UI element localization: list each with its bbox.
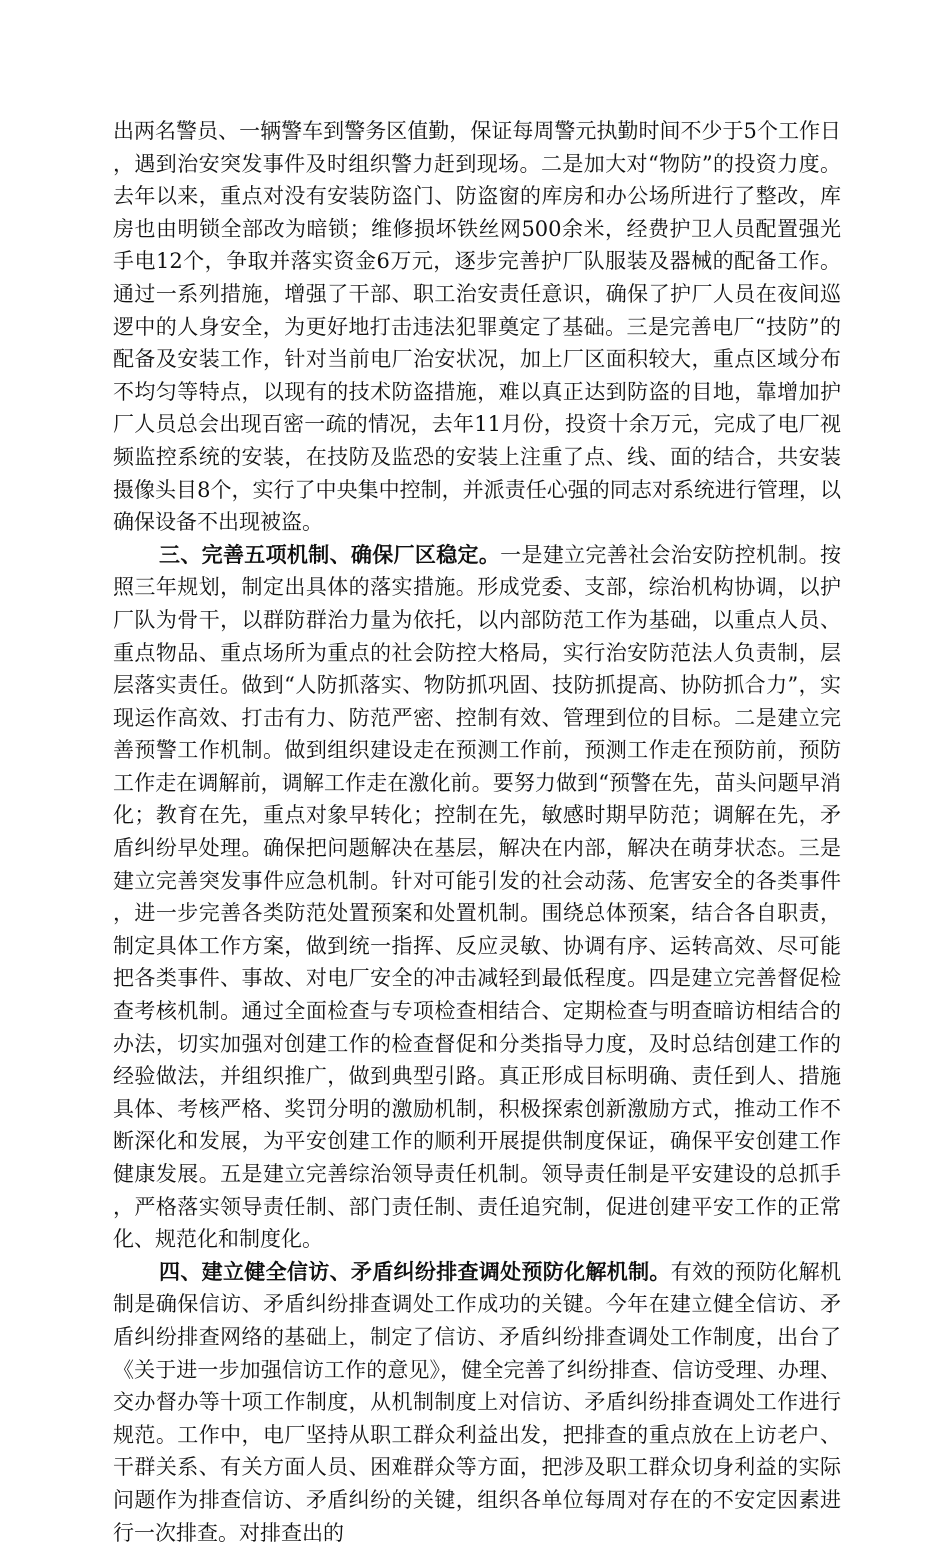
section-four-heading: 四、建立健全信访、矛盾纠纷排查调处预防化解机制。 [159, 1258, 671, 1284]
section-three-heading: 三、完善五项机制、确保厂区稳定。 [159, 541, 501, 567]
document-page [113, 115, 841, 1549]
section-four-paragraph [113, 1256, 841, 1549]
section-four-body: 有效的预防化解机制是确保信访、矛盾纠纷排查调处工作成功的关键。今年在建立健全信访、矛盾纠纷排查网络的基础上，制定了信访、矛盾纠纷排查调处工作制度，出台了《关于进一步加强信访工作的意见》，健全完善了纠纷排查、信访受理、办理、交办督办等十项工作制度，从机制制度上对信访、矛盾纠纷排查调处工作进行规范。工作中，电厂坚持从职工群众利益出发，把排查的重点放在上访老户、干群关系、有关方面人员、困难群众等方面，把涉及职工群众切身利益的实际问题作为排查信访、矛盾纠纷的关键，组织各单位每周对存在的不安定因素进行一次排查。对排查出的 [113, 1259, 842, 1545]
section-three-body: 一是建立完善社会治安防控机制。按照三年规划，制定出具体的落实措施。形成党委、支部，综治机构协调，以护厂队为骨干，以群防群治力量为依托，以内部防范工作为基础，以重点人员、重点物品、重点场所为重点的社会防控大格局，实行治安防范法人负责制，层层落实责任。做到“人防抓落实、物防抓巩固、技防抓提高、协防抓合力”，实现运作高效、打击有力、防范严密、控制有效、管理到位的目标。二是建立完善预警工作机制。做到组织建设走在预测工作前，预测工作走在预防前，预防工作走在调解前，调解工作走在激化前。要努力做到“预警在先，苗头问题早消化；教育在先，重点对象早转化；控制在先，敏感时期早防范；调解在先，矛盾纠纷早处理。确保把问题解决在基层，解决在内部，解决在萌芽状态。三是建立完善突发事件应急机制。针对可能引发的社会动荡、危害安全的各类事件，进一步完善各类防范处置预案和处置机制。围绕总体预案，结合各自职责，制定具体工作方案，做到统一指挥、反应灵敏、协调有序、运转高效、尽可能把各类事件、事故、对电厂安全的冲击减轻到最低程度。四是建立完善督促检查考核机制。通过全面检查与专项检查相结合、定期检查与明查暗访相结合的办法，切实加强对创建工作的检查督促和分类指导力度，及时总结创建工作的经验做法，并组织推广，做到典型引路。真正形成目标明确、责任到人、措施具体、考核严格、奖罚分明的激励机制，积极探索创新激励方式，推动工作不断深化和发展，为平安创建工作的顺利开展提供制度保证，确保平安创建工作健康发展。五是建立完善综治领导责任机制。领导责任制是平安建设的总抓手，严格落实领导责任制、部门责任制、责任追究制，促进创建平安工作的正常化、规范化和制度化。 [113, 542, 842, 1252]
paragraph-body: 出两名警员、一辆警车到警务区值勤，保证每周警元执勤时间不少于5个工作日，遇到治安突发事件及时组织警力赶到现场。二是加大对“物防”的投资力度。去年以来，重点对没有安装防盗门、防盗窗的库房和办公场所进行了整改，库房也由明锁全部改为暗锁；维修损坏铁丝网500余米，经费护卫人员配置强光手电12个，争取并落实资金6万元，逐步完善护厂队服装及器械的配备工作。通过一系列措施，增强了干部、职工治安责任意识，确保了护厂人员在夜间巡逻中的人身安全，为更好地打击违法犯罪奠定了基础。三是完善电厂“技防”的配备及安装工作，针对当前电厂治安状况，加上厂区面积较大，重点区域分布不均匀等特点，以现有的技术防盗措施，难以真正达到防盗的目地，靠增加护厂人员总会出现百密一疏的情况，去年11月份，投资十余万元，完成了电厂视频监控系统的安装，在技防及监恐的安装上注重了点、线、面的结合，共安装摄像头目8个，实行了中央集中控制，并派责任心强的同志对系统进行管理，以确保设备不出现被盗。 [113, 119, 841, 535]
paragraph-continuation [113, 115, 841, 539]
section-three-paragraph [113, 539, 841, 1256]
